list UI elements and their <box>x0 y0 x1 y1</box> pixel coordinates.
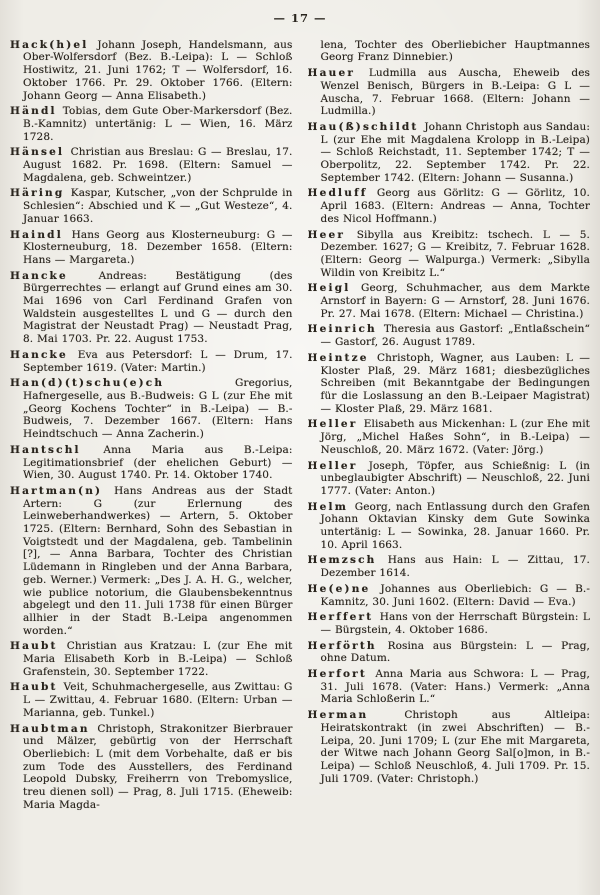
register-entry <box>10 187 293 225</box>
entry-surname: Haubt <box>10 640 58 653</box>
register-entry <box>308 460 591 498</box>
entry-text: Georg aus Görlitz: G — Görlitz, 10. April 1683. (Eltern: Andreas — Anna, Tochter des Nicol Hoffmann.) <box>320 187 590 225</box>
register-entry <box>308 611 591 636</box>
register-entry <box>10 349 293 374</box>
register-entry <box>308 501 591 552</box>
entry-text: Christian aus Kratzau: L (zur Ehe mit Maria Elisabeth Korb in B.-Leipa) — Schloß Grafenstein, 30. September 1722. <box>23 640 293 678</box>
register-entry <box>308 323 591 348</box>
register-entry <box>10 485 293 637</box>
entry-surname: Herffert <box>307 611 374 624</box>
register-entry <box>10 270 293 346</box>
entry-surname: Hemzsch <box>307 554 377 567</box>
entry-surname: Hartman(n) <box>10 484 103 497</box>
register-entry <box>308 709 591 785</box>
entry-text: Johannes aus Oberliebich: G — B.-Kamnitz, 30. Juni 1602. (Eltern: David — Eva.) <box>320 582 590 608</box>
entry-surname: Helm <box>307 500 348 513</box>
register-entry <box>10 640 293 678</box>
entry-surname: Herförth <box>307 639 377 652</box>
entry-text: Hans aus Hain: L — Zittau, 17. Dezember 1614. <box>320 554 590 580</box>
register-entry <box>308 67 591 118</box>
entry-text: Hans von der Herrschaft Bürgstein: L — Bürgstein, 4. Oktober 1686. <box>320 611 590 636</box>
entry-text: Theresia aus Gastorf: „Entlaßschein“ — Gastorf, 26. August 1789. <box>320 323 590 349</box>
entry-text: Kaspar, Kutscher, „von der Schprulde in Schlesien“: Abschied und K — „Gut Westeze“, 4. Januar 1663. <box>23 187 293 225</box>
entry-surname: Herman <box>307 709 369 722</box>
entry-text: Eva aus Petersdorf: L — Drum, 17. September 1619. (Vater: Martin.) <box>23 348 293 374</box>
register-entry <box>308 583 591 608</box>
entry-surname: Han(d)(t)schu(e)ch <box>10 377 165 390</box>
register-entry <box>10 39 293 103</box>
entry-text: Gregorius, Hafnergeselle, aus B.-Budweis: G L (zur Ehe mit „Georg Kochens Tochter“ in B.-Leipa) — B.-Budweis, 7. Dezember 1667. (Eltern: Hans Heindtschuch — Anna Zacherin.) <box>23 377 293 441</box>
entry-text: Johann Christoph aus Sandau: L (zur Ehe mit Magdalena Krolopp in B.-Leipa) — Schloß Reichstadt, 11. September 1742; T — Oberpolitz, 22. September 1742. Pr. 22. September 1742. (Eltern: Johann — Susanna.) <box>320 120 590 184</box>
register-entry <box>10 105 293 143</box>
entry-surname: Haubt <box>10 681 58 694</box>
register-entry <box>308 352 591 416</box>
entry-surname: Haubtman <box>10 722 90 735</box>
register-entry <box>308 418 591 456</box>
register-entry <box>308 282 591 320</box>
text-columns <box>10 39 590 861</box>
right-column <box>308 39 591 861</box>
entry-text: Rosina aus Bürgstein: L — Prag, ohne Datum. <box>320 639 590 665</box>
register-entry <box>10 444 293 482</box>
register-entry <box>308 229 591 280</box>
entry-text: Joseph, Töpfer, aus Schießnig: L (in unbeglaubigter Abschrift) — Neuschloß, 22. Juni 1777. (Vater: Anton.) <box>320 459 590 497</box>
entry-text: Ludmilla aus Auscha, Eheweib des Wenzel Benisch, Bürgers in B.-Leipa: G L — Auscha, 7. Februar 1668. (Eltern: Johann — Ludmilla.) <box>320 67 590 118</box>
entry-text: Hans Andreas aus der Stadt Artern: G (zur Erlernung des Leinweberhandwerkes) — Artern, 5. Oktober 1725. (Eltern: Bernhard, Sohn des Sebastian in Voigtstedt und der Magdalena, geb. Tambelinin [?], — Anna Barbara, Tochter des Christian Lüdemann in Ringleben und der Anna Barbara, geb. Werner.) Vermerk: „Des J. A. H. G., welcher, wie publice notorium, die Glaubensbekenntnus abgelegt und den 11. Juli 1738 für einen Bürger allhier in der Stadt B.-Leipa angenommen worden.“ <box>23 484 293 637</box>
entry-text: Christoph, Strakonitzer Bierbrauer und Mälzer, gebürtig von der Herrschaft Oberliebich: L (mit dem Vorbehalte, daß er bis zum Tode des Ausstellers, des Ferdinand Leopold Dubsky, Freiherrn von Trebomyslice, treu dienen soll) — Prag, 8. Juli 1715. (Eheweib: Maria Magda- <box>23 722 293 811</box>
entry-text: Christian aus Breslau: G — Breslau, 17. August 1682. Pr. 1698. (Eltern: Samuel — Magdalena, geb. Schweintzer.) <box>23 146 293 184</box>
entry-surname: Heigl <box>307 282 351 295</box>
entry-text: Christoph aus Altleipa: Heiratskontrakt (in zwei Abschriften) — B.-Leipa, 20. Juni 1709; L (zur Ehe mit Margareta, der Witwe nach Johann Georg Sal[o]mon, in B.-Leipa) — Schloß Neuschloß, 4. Juli 1709. Pr. 15. Juli 1709. (Vater: Christoph.) <box>320 709 590 785</box>
entry-text: Tobias, dem Gute Ober-Markersdorf (Bez. B.-Kamnitz) untertänig: L — Wien, 16. März 1728. <box>23 105 293 143</box>
entry-text: Elisabeth aus Mickenhan: L (zur Ehe mit Jörg, „Michel Haßes Sohn“, in B.-Leipa) — Neuschloß, 20. März 1672. (Vater: Jörg.) <box>320 418 590 456</box>
entry-surname: Hantschl <box>10 443 81 456</box>
entry-surname: Händl <box>10 105 57 118</box>
register-entry <box>308 187 591 225</box>
entry-surname: Heintze <box>307 351 369 364</box>
entry-surname: Heer <box>307 228 346 241</box>
entry-surname: Häring <box>10 187 65 200</box>
entry-surname: He(e)ne <box>307 582 371 595</box>
register-entry <box>10 681 293 719</box>
entry-surname: Heller <box>307 459 358 472</box>
entry-surname: Hedluff <box>307 187 368 200</box>
register-entry <box>308 640 591 665</box>
entry-surname: Hack(h)el <box>10 38 89 51</box>
register-entry <box>10 229 293 267</box>
entry-surname: Herfort <box>307 668 367 681</box>
entry-text: Georg, Schuhmacher, aus dem Markte Arnstorf in Bayern: G — Arnstorf, 28. Juni 1676. Pr. 27. Mai 1678. (Eltern: Michael — Christina.) <box>320 282 590 320</box>
entry-text: Johann Joseph, Handelsmann, aus Ober-Wolfersdorf (Bez. B.-Leipa): L — Schloß Hostiwitz, 21. Juni 1762; T — Wolfersdorf, 16. Oktober 1766. Pr. 29. Oktober 1766. (Eltern: Johann Georg — Anna Elisabeth.) <box>23 38 293 102</box>
entry-surname: Hancke <box>10 348 68 361</box>
entry-text: Sibylla aus Kreibitz: tschech. L — 5. Dezember. 1627; G — Kreibitz, 7. Februar 1628. (Eltern: Georg — Walpurga.) Vermerk: „Sibylla Wildin von Kreibitz L.“ <box>320 228 590 279</box>
entry-text: lena, Tochter des Oberliebicher Hauptmannes Georg Franz Dinnebier.) <box>320 38 590 64</box>
entry-surname: Hau(ß)schildt <box>307 120 419 133</box>
register-entry <box>10 723 293 812</box>
entry-text: Anna Maria aus Schwora: L — Prag, 31. Juli 1678. (Vater: Hans.) Vermerk: „Anna Maria Schloßerin L.“ <box>320 668 590 706</box>
entry-text: Anna Maria aus B.-Leipa: Legitimationsbrief (der ehelichen Geburt) — Wien, 30. August 1740. Pr. 14. Oktober 1740. <box>23 443 293 482</box>
entry-text: Veit, Schuhmachergeselle, aus Zwittau: G L — Zwittau, 4. Februar 1680. (Eltern: Urban — Marianna, geb. Tunkel.) <box>23 681 293 719</box>
entry-text: Christoph, Wagner, aus Lauben: L — Kloster Plaß, 29. März 1681; diesbezügliches Schreiben (mit Bekanntgabe der Bedingungen für die Loslassung an den B.-Leipaer Magistrat) — Kloster Plaß, 29. März 1681. <box>320 351 590 415</box>
entry-surname: Hancke <box>10 269 68 282</box>
entry-surname: Hänsel <box>10 146 65 159</box>
entry-text: Andreas: Bestätigung (des Bürgerrechtes — erlangt auf Grund eines am 30. Mai 1696 von Carl Ferdinand Grafen von Waldstein ausgestelltes L und G — durch den Magistrat der Neustadt Prag) — Neustadt Prag, 8. Mai 1703. Pr. 22. August 1753. <box>23 269 293 346</box>
register-entry-continuation <box>308 39 591 64</box>
page-number: — 17 — <box>273 11 327 25</box>
register-entry <box>308 121 591 185</box>
entry-surname: Haindl <box>10 228 63 241</box>
register-entry <box>10 377 293 441</box>
left-column <box>10 39 293 861</box>
register-entry <box>308 668 591 706</box>
entry-surname: Heller <box>307 418 358 431</box>
register-entry <box>308 554 591 579</box>
entry-surname: Hauer <box>307 67 356 80</box>
entry-surname: Heinrich <box>307 323 377 336</box>
register-entry <box>10 146 293 184</box>
entry-text: Georg, nach Entlassung durch den Grafen Johann Oktavian Kinsky dem Gute Sowinka untertänig: L — Sowinka, 28. Januar 1660. Pr. 10. April 1663. <box>320 500 590 551</box>
entry-text: Hans Georg aus Klosterneuburg: G — Klosterneuburg, 18. Dezember 1658. (Eltern: Hans — Margareta.) <box>23 228 293 266</box>
